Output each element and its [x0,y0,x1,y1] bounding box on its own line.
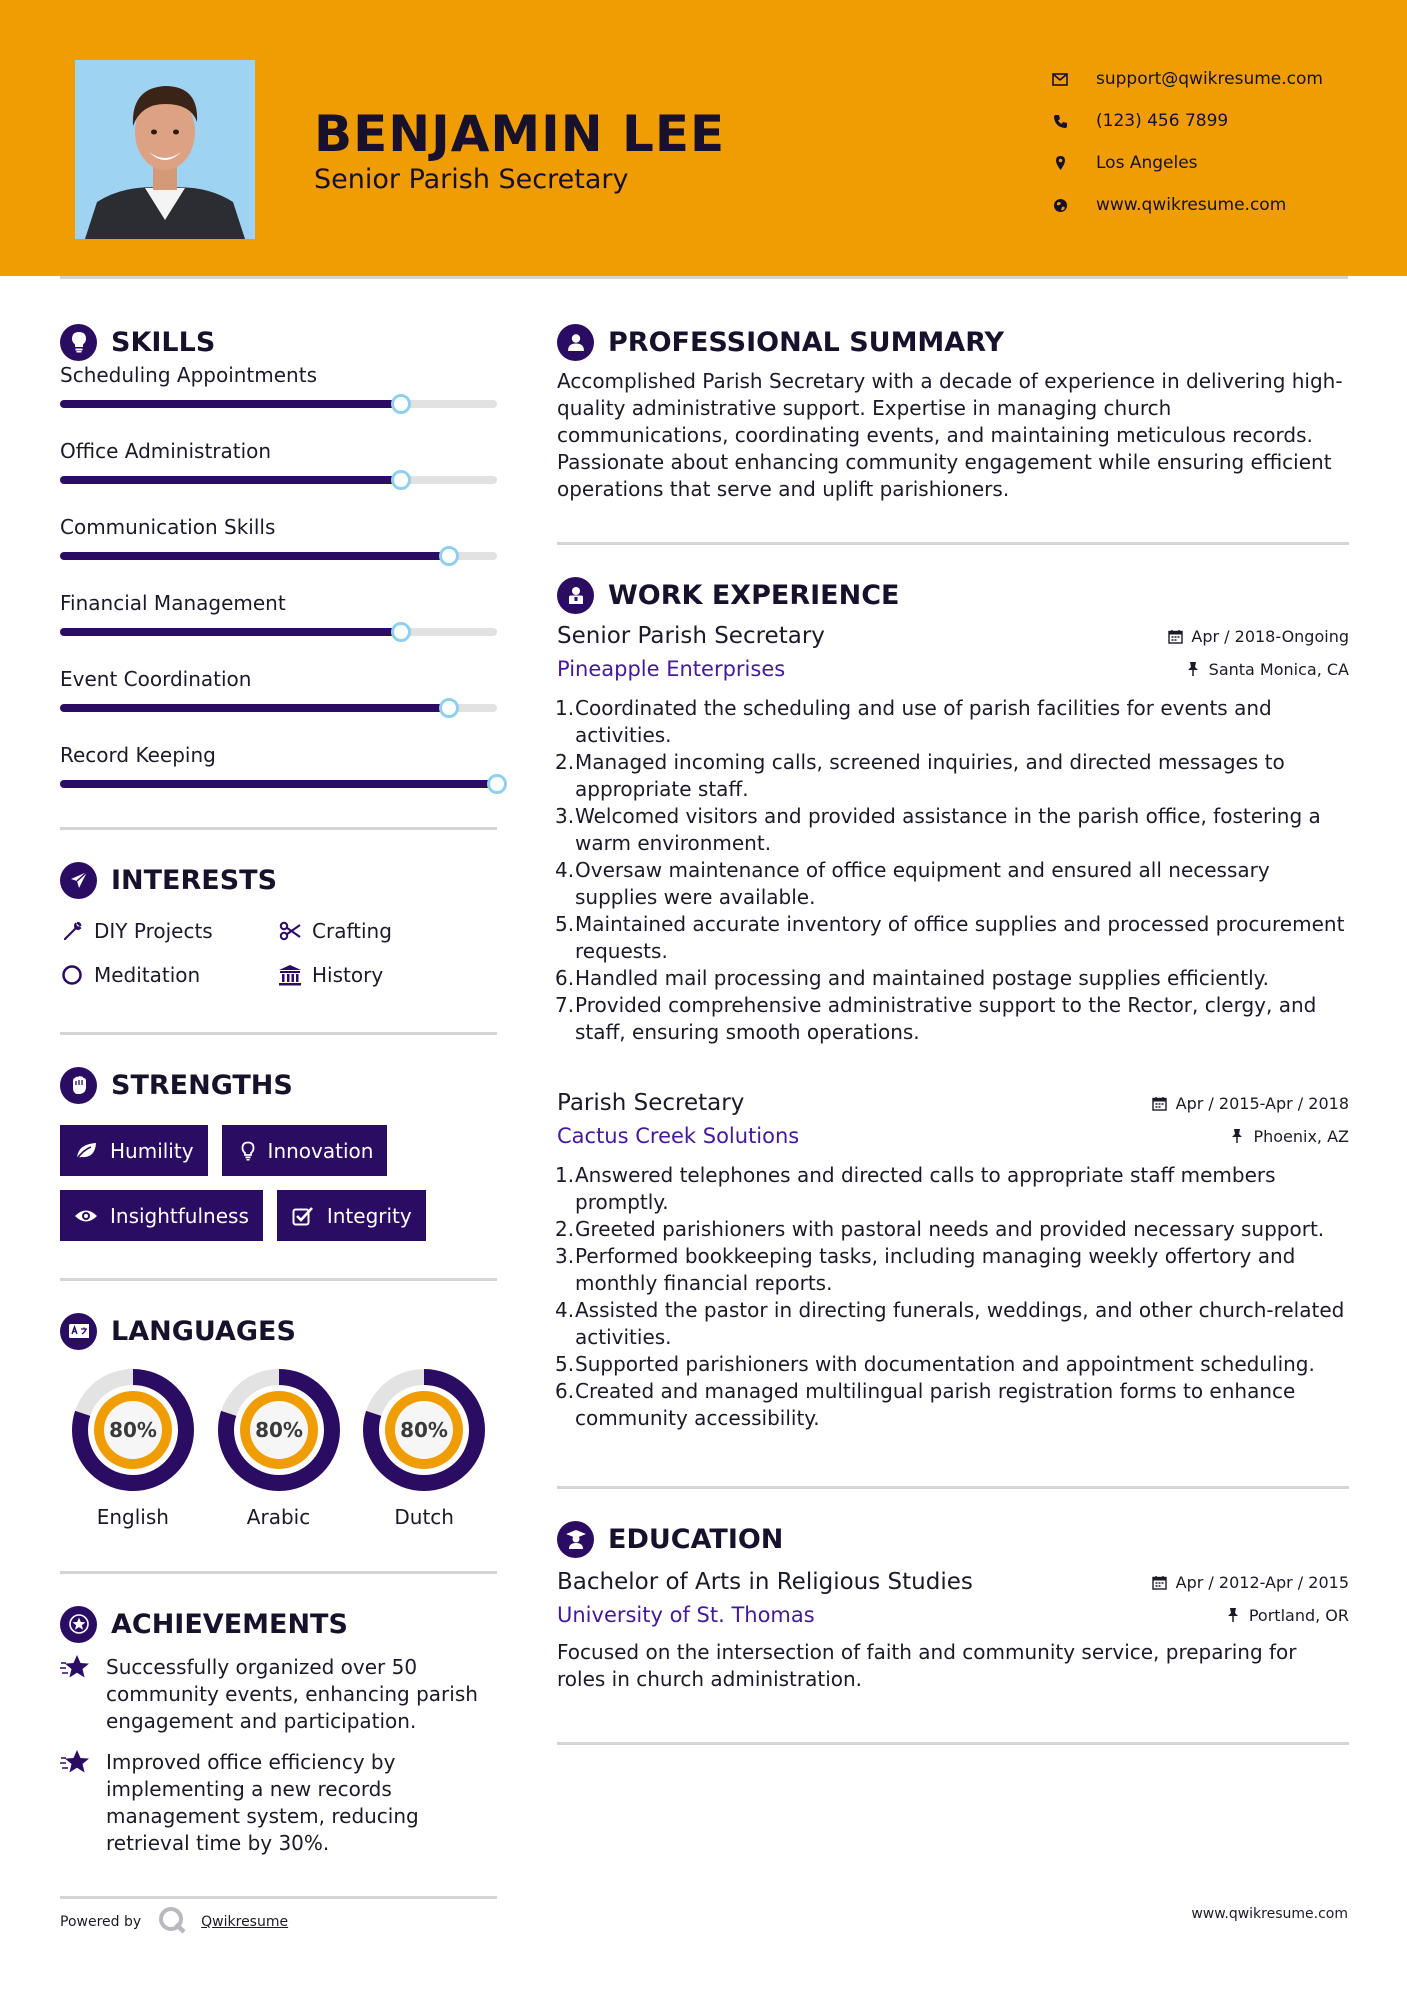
list-number: 4. [555,858,575,882]
lightbulb-icon [236,1139,260,1163]
job-location: Phoenix, AZ [1229,1127,1349,1146]
section-divider [60,1032,497,1035]
strengths-title: STRENGTHS [111,1069,293,1101]
checkbox-icon [291,1204,315,1228]
leaf-icon [74,1139,98,1163]
footer-divider [60,1896,497,1899]
list-number: 2. [555,1217,575,1241]
experience-section [557,575,1349,1432]
interest-history: History [278,962,496,988]
job-company: Pineapple Enterprises [557,657,786,681]
interest-diy-projects: DIY Projects [60,918,278,944]
language-ring [363,1369,485,1491]
duty-text: Greeted parishioners with pastoral needs and provided necessary support. [575,1217,1325,1241]
duty-text: Maintained accurate inventory of office supplies and processed procurement requests. [575,912,1345,963]
duty-text: Oversaw maintenance of office equipment and ensured all necessary supplies were available. [575,858,1270,909]
skill-bar-fill [60,780,497,788]
contact-location: Los Angeles [1050,142,1323,184]
list-item [557,1162,1349,1216]
museum-icon [278,963,302,987]
graduate-icon [557,1521,594,1558]
summary-section [557,322,1349,503]
job-duties [557,1162,1349,1432]
language-name: English [96,1505,169,1529]
paper-plane-icon [60,862,97,899]
education-section [557,1519,1349,1693]
skill-bar [60,400,497,408]
skill-label: Scheduling Appointments [60,363,317,387]
interest-meditation: Meditation [60,962,278,988]
resume-header [0,0,1407,276]
strength-integrity: Integrity [277,1190,426,1241]
briefcase-user-icon [557,577,594,614]
left-column [60,279,497,1857]
section-divider [60,1278,497,1281]
star-badge-icon [60,1606,97,1643]
duty-text: Supported parishioners with documentation and appointment scheduling. [575,1352,1315,1376]
list-item [557,695,1349,749]
list-number: 1. [555,1163,575,1187]
skill-bar-handle [391,470,411,490]
phone-icon [1050,111,1070,131]
strength-insightfulness: Insightfulness [60,1190,263,1241]
skill-label: Office Administration [60,439,272,463]
skill-item [60,439,497,515]
section-divider [557,1742,1349,1745]
skill-label: Record Keeping [60,743,216,767]
education-school: University of St. Thomas [557,1603,815,1627]
list-item [557,965,1349,992]
skill-bar-handle [391,394,411,414]
interests-section [60,860,497,988]
powered-by: Powered by Qwikresume [60,1905,288,1939]
skill-bar [60,628,497,636]
education-description: Focused on the intersection of faith and community service, preparing for roles in church administration. [557,1640,1297,1691]
achievements-section [60,1604,497,1857]
wrench-icon [60,919,84,943]
globe-icon [1050,195,1070,215]
skill-bar-fill [60,476,401,484]
skill-item [60,667,497,743]
eye-icon [74,1204,98,1228]
education-location: Portland, OR [1225,1606,1349,1625]
pushpin-icon [1185,661,1201,677]
calendar-icon [1152,1574,1168,1590]
contact-phone[interactable]: (123) 456 7899 [1050,100,1323,142]
calendar-icon [1167,628,1183,644]
section-divider [557,542,1349,545]
qwikresume-logo-icon [157,1905,187,1939]
skill-item [60,743,497,819]
job-title: Parish Secretary [557,1090,745,1116]
skill-bar [60,552,497,560]
duty-text: Created and managed multilingual parish registration forms to enhance community accessibility. [575,1379,1296,1430]
language-item [351,1369,497,1529]
skill-label: Event Coordination [60,667,252,691]
candidate-name: BENJAMIN LEE [314,105,726,163]
list-number: 5. [555,1352,575,1376]
contact-list [1050,58,1323,226]
education-degree: Bachelor of Arts in Religious Studies [557,1569,973,1595]
education-title: EDUCATION [608,1523,784,1555]
achievement-item: Improved office efficiency by implementing a new records management system, reducing retrieval time by 30%. [60,1749,497,1857]
list-number: 3. [555,1244,575,1268]
calendar-icon [1152,1095,1168,1111]
skill-bar [60,704,497,712]
contact-email[interactable]: support@qwikresume.com [1050,58,1323,100]
achievement-item: Successfully organized over 50 community events, enhancing parish engagement and participation. [60,1654,497,1735]
user-icon [557,324,594,361]
duty-text: Welcomed visitors and provided assistance in the parish office, fostering a warm environment. [575,804,1321,855]
strength-innovation: Innovation [222,1125,388,1176]
skills-section [60,322,497,819]
language-percent: 80% [108,1418,157,1442]
interests-title: INTERESTS [111,864,278,896]
summary-text: Accomplished Parish Secretary with a decade of experience in delivering high-quality administrative support. Expertise in managing church communications, coordinating events, and maintaining meticulous records. Passionate about enhancing community engagement while ensuring efficient operations that serve and uplift parishioners. [557,369,1343,501]
languages-title: LANGUAGES [111,1315,296,1347]
skill-label: Communication Skills [60,515,276,539]
section-divider [557,1486,1349,1489]
pushpin-icon [1225,1607,1241,1623]
duty-text: Answered telephones and directed calls to appropriate staff members promptly. [575,1163,1276,1214]
profile-photo [75,60,255,239]
footer-website[interactable]: www.qwikresume.com [1191,1906,1348,1922]
duty-text: Assisted the pastor in directing funerals, weddings, and other church-related activities. [575,1298,1345,1349]
skill-label: Financial Management [60,591,286,615]
job-location: Santa Monica, CA [1185,660,1349,679]
list-item [557,857,1349,911]
skill-item [60,515,497,591]
skill-bar [60,780,497,788]
language-item [60,1369,206,1529]
duty-text: Coordinated the scheduling and use of parish facilities for events and activities. [575,696,1272,747]
job-entry [557,623,1349,1046]
qwikresume-link[interactable]: Qwikresume [201,1914,289,1930]
skills-title: SKILLS [111,326,216,358]
job-title: Senior Parish Secretary [557,623,825,649]
duty-text: Handled mail processing and maintained postage supplies efficiently. [575,966,1269,990]
skill-bar-fill [60,704,449,712]
duty-text: Performed bookkeeping tasks, including managing weekly offertory and monthly financial reports. [575,1244,1296,1295]
skill-bar-handle [487,774,507,794]
list-number: 1. [555,696,575,720]
skill-bar-handle [439,546,459,566]
contact-website[interactable]: www.qwikresume.com [1050,184,1323,226]
achievements-title: ACHIEVEMENTS [111,1608,348,1640]
scissors-icon [278,919,302,943]
fist-icon [60,1067,97,1104]
job-company: Cactus Creek Solutions [557,1124,800,1148]
skill-bar-fill [60,400,401,408]
pushpin-icon [1229,1128,1245,1144]
star-icon [60,1749,90,1775]
strengths-section [60,1065,497,1241]
language-item [206,1369,352,1529]
job-dates: Apr / 2015-Apr / 2018 [1152,1094,1349,1113]
envelope-icon [1050,69,1070,89]
list-item [557,1378,1349,1432]
list-item [557,749,1349,803]
skill-bar-fill [60,552,449,560]
list-number: 3. [555,804,575,828]
language-ring [72,1369,194,1491]
skill-bar-fill [60,628,401,636]
experience-title: WORK EXPERIENCE [608,579,900,611]
list-number: 6. [555,1379,575,1403]
job-duties [557,695,1349,1046]
language-name: Dutch [394,1505,454,1529]
list-item [557,992,1349,1046]
list-item [557,1297,1349,1351]
section-divider [60,827,497,830]
list-item [557,1216,1349,1243]
skill-bar [60,476,497,484]
duty-text: Managed incoming calls, screened inquiries, and directed messages to appropriate staff. [575,750,1285,801]
right-column [557,279,1349,1745]
job-entry [557,1090,1349,1432]
skill-bar-handle [439,698,459,718]
strength-humility: Humility [60,1125,208,1176]
candidate-title: Senior Parish Secretary [314,164,629,195]
skill-item [60,591,497,667]
list-number: 4. [555,1298,575,1322]
list-number: 5. [555,912,575,936]
language-name: Arabic [246,1505,311,1529]
language-percent: 80% [400,1418,449,1442]
language-percent: 80% [254,1418,303,1442]
skill-item [60,363,497,439]
job-dates: Apr / 2018-Ongoing [1167,627,1349,646]
map-pin-icon [1050,153,1070,173]
circle-icon [60,963,84,987]
languages-section [60,1311,497,1529]
star-icon [60,1654,90,1680]
lightbulb-icon [60,324,97,361]
skill-bar-handle [391,622,411,642]
language-ring [218,1369,340,1491]
section-divider [60,1571,497,1574]
interest-crafting: Crafting [278,918,496,944]
education-dates: Apr / 2012-Apr / 2015 [1152,1573,1349,1592]
language-icon [60,1313,97,1350]
list-item [557,803,1349,857]
list-number: 2. [555,750,575,774]
list-item [557,1351,1349,1378]
list-number: 6. [555,966,575,990]
duty-text: Provided comprehensive administrative support to the Rector, clergy, and staff, ensuring smooth operations. [575,993,1317,1044]
list-number: 7. [555,993,575,1017]
summary-title: PROFESSIONAL SUMMARY [608,326,1005,358]
list-item [557,911,1349,965]
list-item [557,1243,1349,1297]
